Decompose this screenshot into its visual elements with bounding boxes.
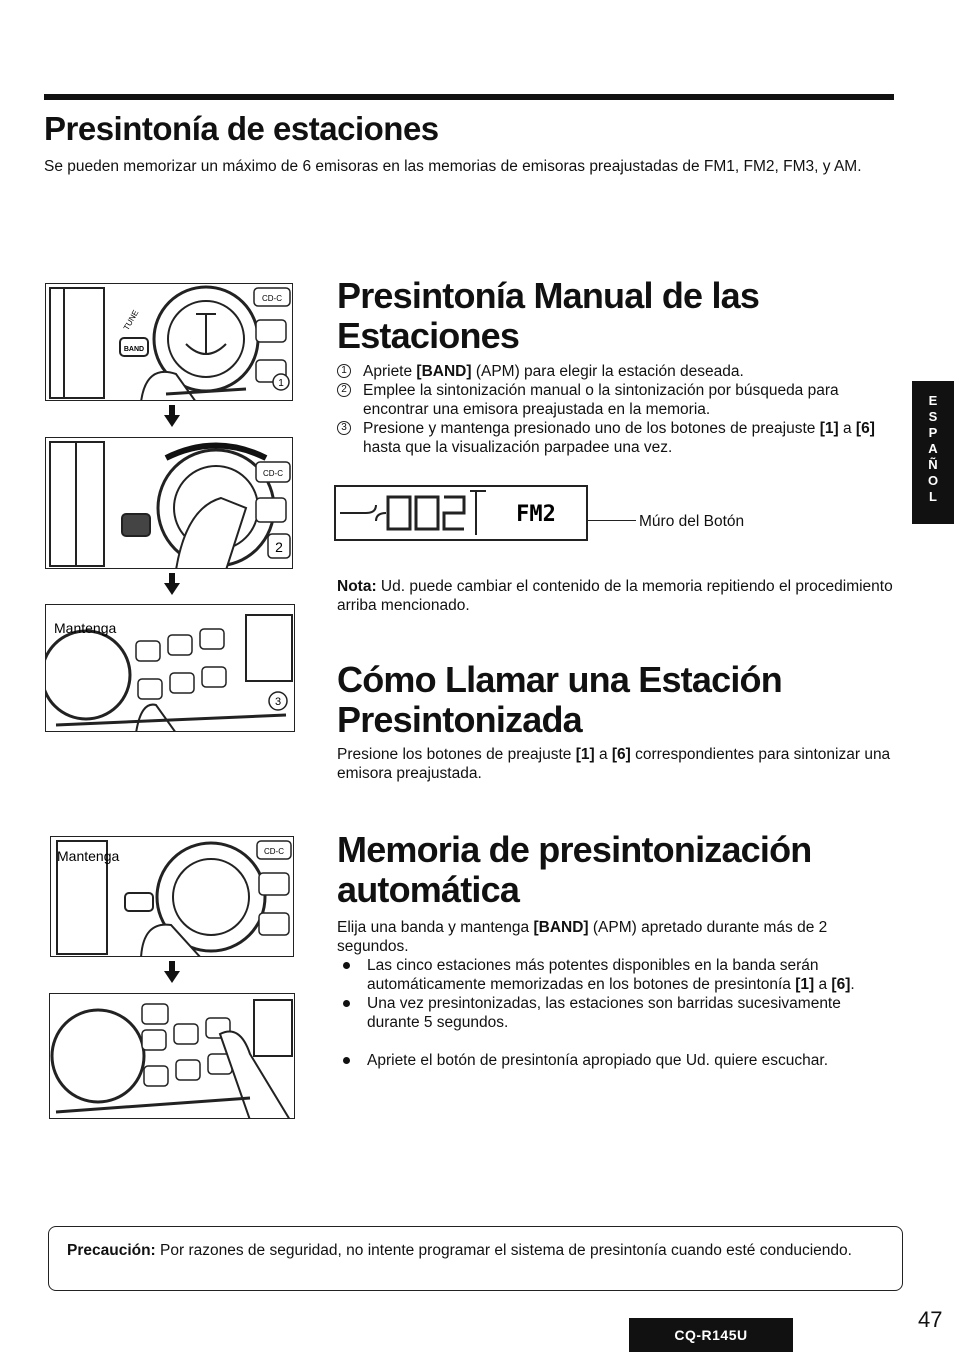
note: Nota: Ud. puede cambiar el contenido de la memoria repitiendo el procedimiento arriba mencionado.: [337, 578, 893, 614]
top-rule: [44, 94, 894, 100]
auto-bullet-1: Las cinco estaciones más potentes disponibles en la banda serán automáticamente memorizadas en los botones de presintonía [1] a [6].: [337, 956, 897, 994]
language-tab: E S P A Ñ O L: [912, 381, 954, 524]
illustration-preset-hold: [45, 604, 295, 732]
arrow-down-icon: [164, 961, 180, 983]
illustration-tuning: [45, 437, 293, 569]
band-label: BAND: [123, 346, 145, 353]
model-label: CQ-R145U: [629, 1318, 793, 1352]
step-2-marker: 2: [275, 539, 283, 555]
lcd-display: [334, 485, 588, 541]
page-title: Presintonía de estaciones: [44, 110, 439, 147]
illustration-auto-band: [50, 836, 294, 957]
step-2: 2 Emplee la sintonización manual o la sintonización por búsqueda para encontrar una emisora preajustada en la memoria.: [337, 381, 897, 419]
step-3-marker: 3: [274, 696, 282, 708]
tune-label: TUNE: [121, 308, 141, 332]
page-number: 47: [918, 1307, 943, 1332]
illustration-band-press: [45, 283, 293, 401]
illustration-auto-preset: [49, 993, 295, 1119]
mantenga-label-1: Mantenga: [54, 620, 117, 636]
step-1-marker: 1: [278, 378, 284, 389]
display-caption: Múro del Botón: [639, 513, 745, 530]
auto-heading: Memoria de presintonización automática: [337, 829, 812, 910]
auto-text: Elija una banda y mantenga [BAND] (APM) apretado durante más de 2 segundos. Las cinco estaciones más potentes disponibles en la banda serán automáticamente memorizadas en los botones de presintonía [1] a [6]. Una vez presintonizadas, las estaciones son barridas sucesivamente durante 5 segundos. Apriete el botón de presintonía apropiado que Ud. quiere escuchar.: [337, 918, 897, 1070]
auto-bullet-2: Una vez presintonizadas, las estaciones son barridas sucesivamente durante 5 segundos.: [337, 994, 897, 1032]
intro-text: Se pueden memorizar un máximo de 6 emisoras en las memorias de emisoras preajustadas de FM1, FM2, FM3, y AM.: [44, 158, 862, 175]
lcd-band-text: FM2: [516, 502, 556, 527]
callout-line: [588, 520, 636, 521]
arrow-down-icon: [164, 405, 180, 427]
manual-steps: [337, 362, 897, 457]
manual-heading: Presintonía Manual de las Estaciones: [337, 275, 760, 356]
auto-bullet-3: Apriete el botón de presintonía apropiado que Ud. quiere escuchar.: [337, 1051, 897, 1070]
step-1: 1 Apriete [BAND] (APM) para elegir la estación deseada.: [337, 362, 897, 381]
recall-text: Presione los botones de preajuste [1] a [6] correspondientes para sintonizar una emisora preajustada.: [337, 746, 891, 782]
step-3: 3 Presione y mantenga presionado uno de los botones de preajuste [1] a [6] hasta que la visualización parpadee una vez.: [337, 419, 897, 457]
recall-heading: Cómo Llamar una Estación Presintonizada: [337, 659, 782, 740]
cd-label-3: CD-C: [264, 847, 284, 856]
cd-label: CD-C: [262, 294, 282, 303]
caution-box: Precaución: Por razones de seguridad, no intente programar el sistema de presintonía cuando esté conduciendo.: [48, 1226, 903, 1291]
arrow-down-icon: [164, 573, 180, 595]
mantenga-label-2: Mantenga: [57, 848, 120, 864]
cd-label-2: CD-C: [263, 469, 283, 478]
